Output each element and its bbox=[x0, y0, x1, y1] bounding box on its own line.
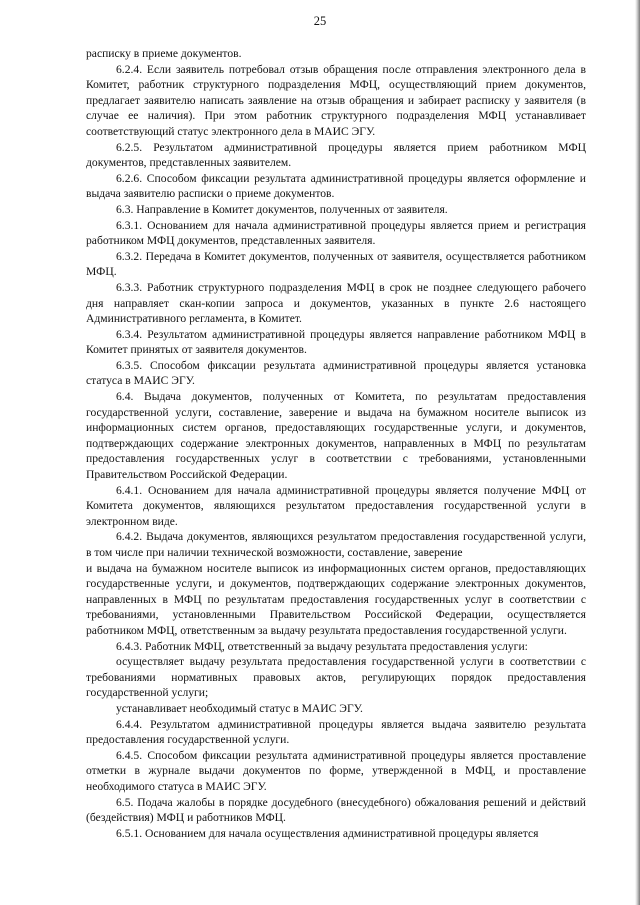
paragraph: 6.2.4. Если заявитель потребовал отзыв обращения после отправления электронного дела в Комитет, работник структурного подразделения МФЦ, осуществляющий прием документов, предлагает заявителю написать заявление на отзыв обращения и забирает расписку у заявителя (в случае ее наличия). При этом работник структурного подразделения МФЦ устанавливает соответствующий статус электронного дела в МАИС ЭГУ. bbox=[86, 62, 586, 138]
page-number: 25 bbox=[313, 14, 327, 28]
paragraph: 6.3.1. Основанием для начала административной процедуры является прием и регистрация работником МФЦ документов, представленных заявителя. bbox=[86, 218, 586, 248]
paragraph: 6.3.2. Передача в Комитет документов, полученных от заявителя, осуществляется работником МФЦ. bbox=[86, 249, 586, 279]
paragraph: устанавливает необходимый статус в МАИС ЭГУ. bbox=[116, 701, 363, 715]
paragraph: 6.3. Направление в Комитет документов, полученных от заявителя. bbox=[116, 202, 448, 216]
paragraph: 6.3.3. Работник структурного подразделения МФЦ в срок не позднее следующего рабочего дня направляет скан-копии запроса и документов, указанных в пункте 2.6 настоящего Административного регламента, в Комитет. bbox=[86, 280, 586, 326]
paragraph: 6.4. Выдача документов, полученных от Комитета, по результатам предоставления государственной услуги, составление, заверение и выдача на бумажном носителе выписок из информационных систем органов, предоставляющих государственные услуги, и документов, подтверждающих содержание электронных документов, направленных в МФЦ по результатам предоставления государственных услуг в соответствии с требованиями, установленными Правительством Российской Федерации. bbox=[86, 390, 586, 482]
paragraph: осуществляет выдачу результата предоставления государственной услуги в соответствии с требованиями нормативных правовых актов, регулирующих порядок предоставления государственной услуги; bbox=[86, 655, 586, 700]
paragraph: 6.4.3. Работник МФЦ, ответственный за выдачу результата предоставления услуги: bbox=[116, 639, 528, 653]
paragraph: 6.3.4. Результатом административной процедуры является направление работником МФЦ в Комитет принятых от заявителя документов. bbox=[86, 327, 586, 357]
paragraph: 6.2.6. Способом фиксации результата административной процедуры является оформление и выдача заявителю расписки о приеме документов. bbox=[86, 171, 586, 201]
paragraph: 6.5.1. Основанием для начала осуществления административной процедуры является bbox=[116, 826, 539, 840]
paragraph: 6.3.5. Способом фиксации результата административной процедуры является установка статуса в МАИС ЭГУ. bbox=[86, 358, 586, 388]
paragraph: 6.4.5. Способом фиксации результата административной процедуры является проставление отметки в журнале выдачи документов по форме, утвержденной в МФЦ, и проставление необходимого статуса в МАИС ЭГУ. bbox=[86, 748, 586, 793]
paragraph: 6.4.4. Результатом административной процедуры является выдача заявителю результата предоставления государственной услуги. bbox=[86, 717, 586, 747]
scan-edge bbox=[635, 0, 640, 905]
paragraph: 6.4.1. Основанием для начала административной процедуры является получение МФЦ от Комитета документов, являющихся результатом предоставления государственной услуги в электронном виде. bbox=[86, 483, 586, 528]
paragraph: 6.4.2. Выдача документов, являющихся результатом предоставления государственной услуги, в том числе при наличии технической возможности, составление, заверение bbox=[86, 530, 586, 559]
paragraph: 6.2.5. Результатом административной процедуры является прием работником МФЦ документов, представленных заявителем. bbox=[86, 140, 586, 170]
paragraph: 6.5. Подача жалобы в порядке досудебного (внесудебного) обжалования решений и действий (бездействия) МФЦ и работников МФЦ. bbox=[86, 795, 586, 825]
paragraph: и выдача на бумажном носителе выписок из информационных систем органов, предоставляющих государственные услуги, и документов, подтверждающих содержание электронных документов, направленных в МФЦ по результатам предоставления государственных услуг в соответствии с требованиями, установленными Правительством Российской Федерации, осуществляется работником МФЦ, ответственным за выдачу результата предоставления государственной услуги. bbox=[86, 561, 586, 637]
body-text bbox=[86, 46, 586, 841]
paragraph: расписку в приеме документов. bbox=[86, 47, 242, 60]
